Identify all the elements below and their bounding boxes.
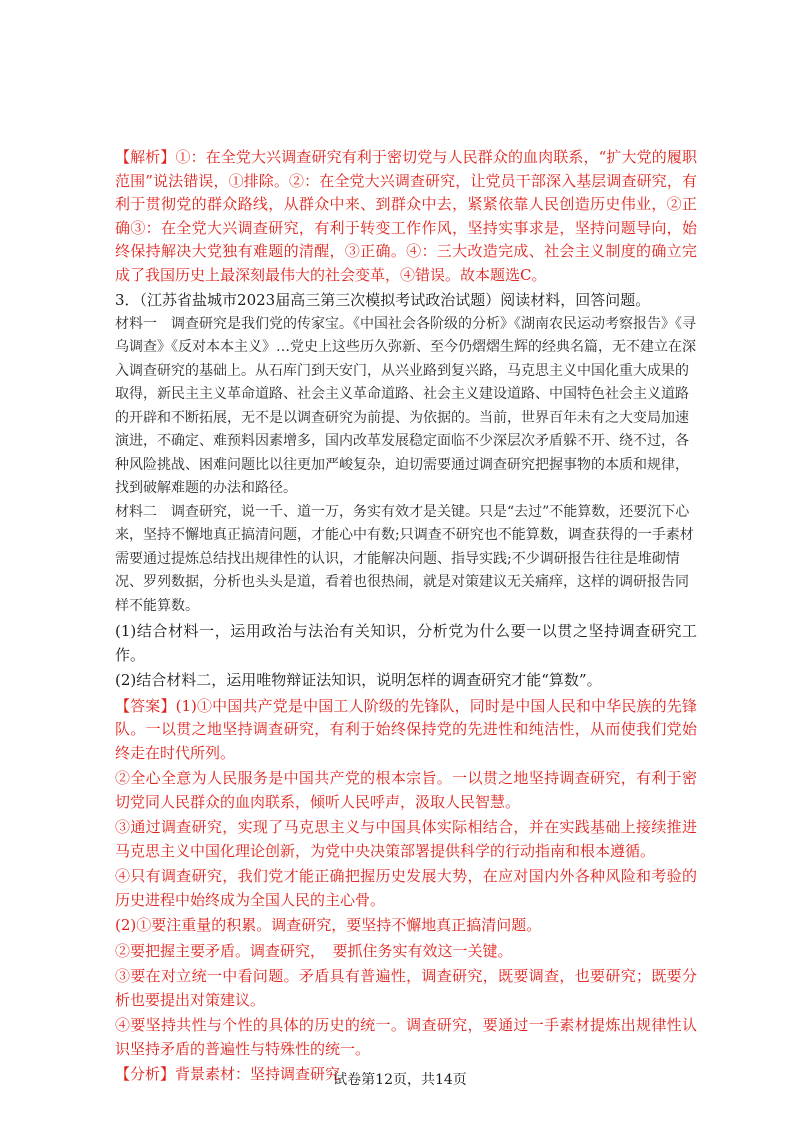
answer-2-point-1: (2)①要注重量的积累。调查研究，要坚持不懈地真正搞清问题。 (115, 916, 542, 934)
question-header: 3．（江苏省盐城市2023届高三第三次模拟考试政治试题）阅读材料，回答问题。 (115, 291, 651, 309)
analysis-2-text: 背景素材：坚持调查研究 (175, 1065, 341, 1083)
answer-2-point-3: ③要在对立统一中看问题。矛盾具有普遍性，调查研究，既要调查，也要研究；既要分析也要提出对策建议。 (115, 967, 697, 1009)
answer-2-point-2: ②要把握主要矛盾。调查研究， 要抓住务实有效这一关键。 (115, 941, 513, 960)
answer-1-point-1 (115, 695, 697, 766)
answer-1-point-1-text: (1)①中国共产党是中国工人阶级的先锋队，同时是中国人民和中华民族的先锋队。一以贯之地坚持调查研究，有利于始终保持党的先进性和纯洁性，从而使我们党始终走在时代所列。 (115, 696, 697, 762)
sub-question-2: (2)结合材料二，运用唯物辩证法知识，说明怎样的调查研究才能“算数”。 (115, 671, 602, 689)
page-footer: 试卷第12页，共14页 (333, 1072, 467, 1088)
material-one: 材料一 调查研究是我们党的传家宝。《中国社会各阶级的分析》《湖南农民运动考察报告》《寻乌调查》《反对本本主义》…党史上这些历久弥新、至今仍熠熠生辉的经典名篇，无不建立在深入调查研究的基础上。从石库门到天安门，从兴业路到复兴路，马克思主义中国化重大成果的取得，新民主主义革命道路、社会主义革命道路、社会主义建设道路、中国特色社会主义道路的开辟和不断拓展，无不是以调查研究为前提、为依据的。当前，世界百年未有之大变局加速演进，不确定、难预料因素增多，国内改革发展稳定面临不少深层次矛盾躲不开、绕不过，各种风险挑战、困难问题比以往更加严峻复杂，迫切需要通过调查研究把握事物的本质和规律，找到破解难题的办法和路径。 (115, 315, 696, 496)
answer-label: 【答案】 (115, 696, 176, 715)
analysis-label: 【解析】 (115, 148, 176, 166)
analysis-text: ①：在全党大兴调查研究有利于密切党与人民群众的血肉联系，“扩大党的履职范围”说法错误，①排除。②：在全党大兴调查研究，让党员干部深入基层调查研究，有利于贯彻党的群众路线，从群众中来、到群众中去，紧紧依靠人民创造历史伟业，②正确③：在全党大兴调查研究，有利于转变工作作风，坚持实事求是，坚持问题导向，始终保持解决大党独有难题的清醒，③正确。④：三大改造完成、社会主义制度的确立完成了我国历史上最深刻最伟大的社会变革，④错误。故本题选C。 (115, 148, 697, 284)
sub-question-1: (1)结合材料一，运用政治与法治有关知识，分析党为什么要一以贯之坚持调查研究工作。 (115, 622, 697, 664)
page-content (115, 146, 697, 1087)
answer-2-point-4: ④要坚持共性与个性的具体的历史的统一。调查研究，要通过一手素材提炼出规律性认识坚持矛盾的普遍性与特殊性的统一。 (115, 1016, 697, 1058)
answer-1-point-2: ②全心全意为人民服务是中国共产党的根本宗旨。一以贯之地坚持调查研究，有利于密切党同人民群众的血肉联系，倾听人民呼声，汲取人民智慧。 (115, 769, 697, 811)
answer-1-point-4: ④只有调查研究，我们党才能正确把握历史发展大势，在应对国内外各种风险和考验的历史进程中始终成为全国人民的主心骨。 (115, 867, 697, 909)
answer-1-point-3: ③通过调查研究，实现了马克思主义与中国具体实际相结合，并在实践基础上接续推进马克思主义中国化理论创新，为党中央决策部署提供科学的行动指南和根本遵循。 (115, 818, 697, 860)
analysis-paragraph (115, 146, 697, 287)
analysis-2-label: 【分析】 (115, 1065, 176, 1083)
material-two: 材料二 调查研究，说一千、道一万，务实有效才是关键。只是“去过”不能算数，还要沉下心来，坚持不懈地真正搞清问题，才能心中有数;只调查不研究也不能算数，调查获得的一手素材需要通过提炼总结找出规律性的认识，才能解决问题、指导实践;不少调研报告往往是堆砌情况、罗列数据，分析也头头是道，看着也很热闹，就是对策建议无关痛痒，这样的调研报告同样不能算数。 (115, 503, 694, 614)
